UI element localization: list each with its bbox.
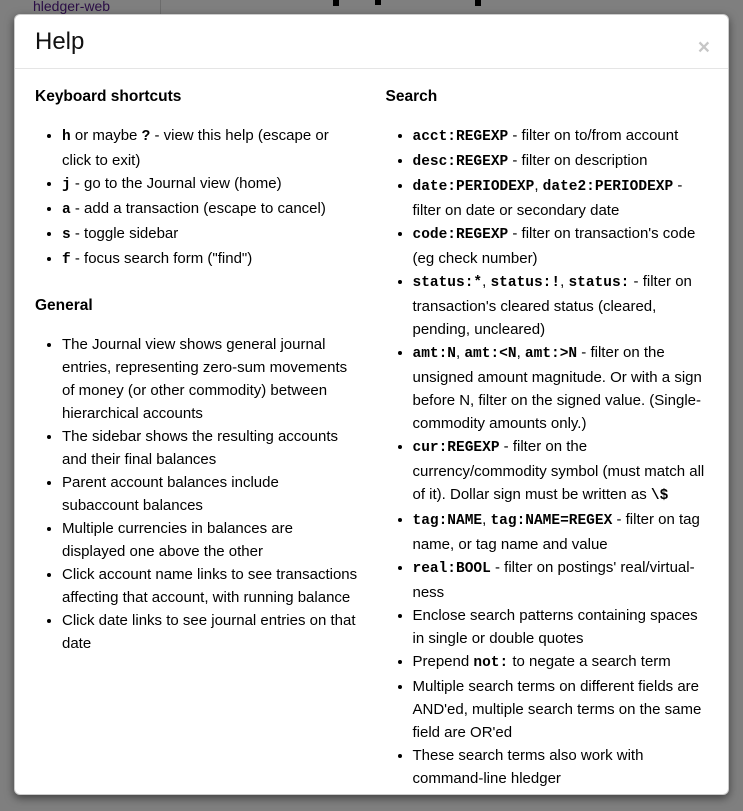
help-list-item: • code:REGEXP - filter on transaction's code (eg check number) xyxy=(413,222,709,270)
help-list-item: • s - toggle sidebar xyxy=(62,222,360,247)
code-term: amt:<N xyxy=(464,345,517,362)
help-list-item: • Parent account balances include subaccount balances xyxy=(62,471,360,517)
help-list-item: • Enclose search patterns containing spaces in single or double quotes xyxy=(413,604,709,650)
help-column-right xyxy=(372,88,709,795)
code-term: acct:REGEXP xyxy=(412,128,509,145)
code-term: status: xyxy=(568,274,630,291)
help-list-item: • Click account name links to see transactions affecting that account, with running balance xyxy=(62,563,360,609)
search-list xyxy=(386,124,709,790)
modal-header xyxy=(15,15,728,69)
help-list-item: • Click date links to see journal entries on that date xyxy=(62,609,360,655)
help-list-item: • Multiple currencies in balances are displayed one above the other xyxy=(62,517,360,563)
help-list-item: • h or maybe ? - view this help (escape or click to exit) xyxy=(62,124,360,172)
code-term: tag:NAME xyxy=(412,512,483,529)
code-term: tag:NAME=REGEX xyxy=(490,512,613,529)
code-term: f xyxy=(62,251,71,268)
help-list-item: • desc:REGEXP - filter on description xyxy=(413,149,709,174)
section-heading-search: Search xyxy=(385,87,438,105)
modal-body xyxy=(15,69,728,795)
help-column-left xyxy=(35,88,372,795)
modal-title: Help xyxy=(35,28,85,55)
code-term: status:* xyxy=(412,274,483,291)
code-term: amt:N xyxy=(412,345,457,362)
code-term: \$ xyxy=(650,487,669,504)
keyboard-shortcuts-list xyxy=(35,124,360,272)
help-list-item: • f - focus search form ("find") xyxy=(62,247,360,272)
help-list-item: • a - add a transaction (escape to cancel) xyxy=(62,197,360,222)
help-list-item: • Multiple search terms on different fields are AND'ed, multiple search terms on the same field are OR'ed xyxy=(413,675,709,744)
code-term: a xyxy=(62,201,71,218)
help-list-item: • amt:N, amt:<N, amt:>N - filter on the unsigned amount magnitude. Or with a sign before N, filter on the signed value. (Single-commodity amounts only.) xyxy=(413,341,709,435)
help-modal xyxy=(14,14,729,795)
help-list-item: • Prepend not: to negate a search term xyxy=(413,650,709,675)
help-list-item: • acct:REGEXP - filter on to/from account xyxy=(413,124,709,149)
code-term: amt:>N xyxy=(524,345,578,362)
help-list-item: • These search terms also work with command-line hledger xyxy=(413,744,709,790)
general-list xyxy=(35,333,360,655)
help-list-item: • status:*, status:!, status: - filter on transaction's cleared status (cleared, pending, uncleared) xyxy=(413,270,709,341)
help-list-item: • The Journal view shows general journal entries, representing zero-sum movements of money (or other commodity) between hierarchical accounts xyxy=(62,333,360,425)
code-term: status:! xyxy=(490,274,561,291)
help-list-item: • tag:NAME, tag:NAME=REGEX - filter on tag name, or tag name and value xyxy=(413,508,709,556)
help-list-item: • cur:REGEXP - filter on the currency/commodity symbol (must match all of it). Dollar sign must be written as \$ xyxy=(413,435,709,508)
code-term: date:PERIODEXP xyxy=(412,178,535,195)
code-term: s xyxy=(62,226,71,243)
code-term: j xyxy=(62,176,71,193)
close-button[interactable]: × xyxy=(697,36,710,59)
help-list-item: • real:BOOL - filter on postings' real/virtual-ness xyxy=(413,556,709,604)
code-term: ? xyxy=(141,128,151,145)
section-heading-keyboard-shortcuts: Keyboard shortcuts xyxy=(35,87,182,105)
code-term: cur:REGEXP xyxy=(412,439,500,456)
code-term: date2:PERIODEXP xyxy=(542,178,674,195)
code-term: real:BOOL xyxy=(412,560,491,577)
help-list-item: • j - go to the Journal view (home) xyxy=(62,172,360,197)
help-list-item: • The sidebar shows the resulting accounts and their final balances xyxy=(62,425,360,471)
help-list-item: • date:PERIODEXP, date2:PERIODEXP - filter on date or secondary date xyxy=(413,174,709,222)
section-heading-general: General xyxy=(35,296,93,314)
code-term: code:REGEXP xyxy=(412,226,509,243)
code-term: desc:REGEXP xyxy=(412,153,509,170)
code-term: not: xyxy=(473,654,509,671)
code-term: h xyxy=(62,128,71,145)
